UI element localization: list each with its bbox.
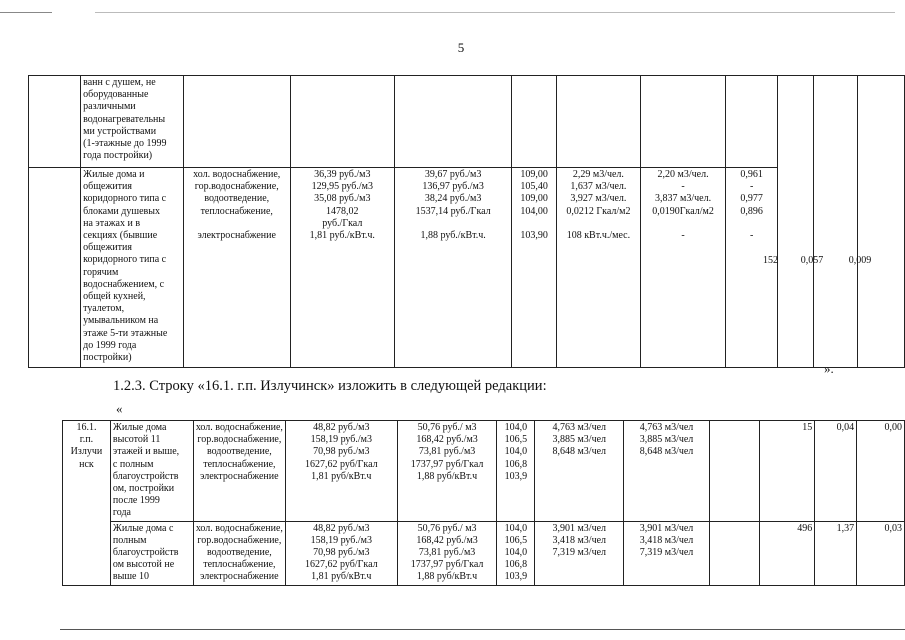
tariff-after: 50,76 руб./ м3 168,42 руб./м3 73,81 руб./м3 1737,97 руб/Гкал 1,88 руб/кВт.ч (397, 521, 497, 585)
value-col-a: 15 (759, 421, 815, 522)
table-cell (709, 521, 759, 585)
closing-quote: ». (824, 361, 834, 376)
table-cell (857, 76, 904, 368)
table-cell (29, 168, 81, 368)
table-cell (29, 76, 81, 168)
category-description: Жилые дома высотой 11 этажей и выше, с полным благоустройств ом, постройки после 1999 года (110, 421, 193, 522)
table-cell (290, 76, 394, 168)
category-description: Жилые дома с полным благоустройств ом высотой не выше 10 (110, 521, 193, 585)
table-cell (183, 76, 290, 168)
scan-artifact-line (95, 12, 895, 13)
table-cell (557, 76, 641, 168)
section-heading: 1.2.3. Строку «16.1. г.п. Излучинск» изложить в следующей редакции: (113, 378, 547, 394)
value-col-b: 1,37 (815, 521, 857, 585)
norm-after: 3,901 м3/чел 3,418 м3/чел 7,319 м3/чел (624, 521, 710, 585)
table-cell (814, 76, 857, 368)
table-cell (512, 76, 557, 168)
tariff-table-continued (28, 75, 905, 368)
scan-artifact-line (60, 629, 905, 630)
municipality-code: 16.1. г.п. Излучи нск (63, 421, 111, 586)
norm-before: 4,763 м3/чел 3,885 м3/чел 8,648 м3/чел (535, 421, 624, 522)
norm-before: 2,29 м3/чел. 1,637 м3/чел. 3,927 м3/чел. 0,0212 Гкал/м2 108 кВт.ч./мес. (557, 168, 641, 368)
services-list: хол. водоснабжение, гор.водоснабжение, водоотведение, теплоснабжение, электроснабжение (193, 521, 285, 585)
value-col-a: 496 (759, 521, 815, 585)
value-col-b: 0,04 (815, 421, 857, 522)
coefficient: 0,961 - 0,977 0,896 - (726, 168, 778, 368)
norm-before: 3,901 м3/чел 3,418 м3/чел 7,319 м3/чел (535, 521, 624, 585)
tariff-before: 48,82 руб./м3 158,19 руб./м3 70,98 руб./м3 1627,62 руб/Гкал 1,81 руб/кВт.ч (285, 421, 397, 522)
table-cell (709, 421, 759, 522)
tariff-before: 36,39 руб./м3 129,95 руб./м3 35,08 руб./м3 1478,02 руб./Гкал 1,81 руб./кВт.ч. (290, 168, 394, 368)
tariff-table-izluchinsk (62, 420, 905, 586)
table-cell (726, 76, 778, 168)
value-col-c: 0,03 (857, 521, 905, 585)
growth-index: 104,0 106,5 104,0 106,8 103,9 (497, 521, 535, 585)
category-description: ванн с душем, не оборудованные различными водонагревательны ми устройствами (1-этажные до 1999 года постройки) (81, 76, 184, 168)
services-list: хол. водоснабжение, гор.водоснабжение, водоотведение, теплоснабжение, электроснабжение (193, 421, 285, 522)
services-list: хол. водоснабжение, гор.водоснабжение, водоотведение, теплоснабжение, электроснабжение (183, 168, 290, 368)
growth-index: 104,0 106,5 104,0 106,8 103,9 (497, 421, 535, 522)
category-description: Жилые дома и общежития коридорного типа с блоками душевых на этажах и в секциях (бывшие общежития коридорного типа с горячим водоснабжением, с общей кухней, туалетом, умывальником на этаже 5-ти этажные до 1999 года постройки) (81, 168, 184, 368)
table-cell (640, 76, 726, 168)
value-col-b: 0,057 (800, 255, 824, 266)
opening-quote: « (116, 401, 123, 416)
value-col-a: 152 (763, 255, 778, 266)
norm-after: 2,20 м3/чел. - 3,837 м3/чел. 0,0190Гкал/м2 - (640, 168, 726, 368)
scan-artifact-line (0, 12, 52, 13)
value-col-c: 0,00 (857, 421, 905, 522)
tariff-before: 48,82 руб./м3 158,19 руб./м3 70,98 руб./м3 1627,62 руб/Гкал 1,81 руб/кВт.ч (285, 521, 397, 585)
growth-index: 109,00 105,40 109,00 104,00 103,90 (512, 168, 557, 368)
tariff-after: 50,76 руб./ м3 168,42 руб./м3 73,81 руб./м3 1737,97 руб/Гкал 1,88 руб/кВт.ч (397, 421, 497, 522)
table-cell (394, 76, 511, 168)
table-cell (777, 76, 813, 368)
value-col-c: 0,009 (848, 255, 872, 266)
page-number: 5 (457, 40, 465, 55)
tariff-after: 39,67 руб./м3 136,97 руб./м3 38,24 руб./м3 1537,14 руб./Гкал 1,88 руб./кВт.ч. (394, 168, 511, 368)
norm-after: 4,763 м3/чел 3,885 м3/чел 8,648 м3/чел (624, 421, 710, 522)
